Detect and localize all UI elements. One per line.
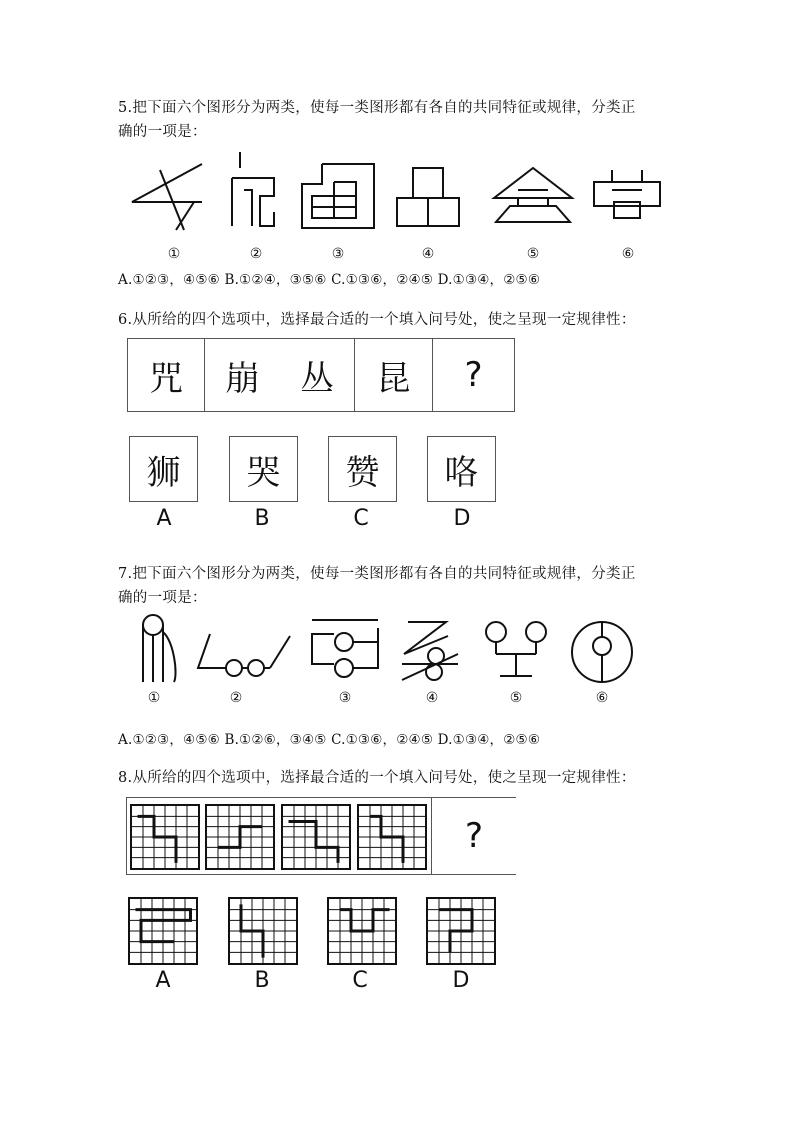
q8-grid-4 xyxy=(357,804,427,870)
q7-figure-3 xyxy=(310,618,382,682)
q5-stem-line2: 确的一项是： xyxy=(118,124,207,140)
q7-figure-6 xyxy=(570,620,634,684)
q7-figure-1 xyxy=(138,614,182,684)
q8-choice-d-grid[interactable] xyxy=(426,897,496,965)
q8-choice-d-label: D xyxy=(452,968,470,993)
q6-choice-b-label: B xyxy=(254,506,270,531)
q8-choice-b-label: B xyxy=(254,968,270,993)
q6-choice-c-label: C xyxy=(353,506,369,531)
q6-question-mark: ? xyxy=(464,355,483,395)
q8-choice-a-grid[interactable] xyxy=(128,897,198,965)
q8-choice-a-label: A xyxy=(155,968,171,993)
q8-choice-b-grid[interactable] xyxy=(228,897,298,965)
q5-figure-number-2: ② xyxy=(249,246,263,262)
q5-figure-3 xyxy=(300,162,376,230)
q7-figure-number-4: ④ xyxy=(425,690,439,706)
q6-stem: 6.从所给的四个选项中，选择最合适的一个填入问号处，使之呈现一定规律性： xyxy=(118,312,636,328)
q8-question-mark: ? xyxy=(464,816,484,856)
q5-options: A.①②③，④⑤⑥ B.①②④，③⑤⑥ C.①③⑥，②④⑤ D.①③④，②⑤⑥ xyxy=(118,272,541,288)
q6-choice-a[interactable]: 狮 xyxy=(129,436,198,502)
q5-figure-number-4: ④ xyxy=(421,246,435,262)
q6-seq-char-1: 咒 xyxy=(149,358,183,399)
q8-grid-1 xyxy=(130,804,200,870)
q7-figure-2 xyxy=(196,632,292,678)
q8-grid-2 xyxy=(205,804,275,870)
q8-stem: 8.从所给的四个选项中，选择最合适的一个填入问号处，使之呈现一定规律性： xyxy=(118,770,636,786)
q5-figure-5 xyxy=(490,166,576,224)
q6-choice-a-label: A xyxy=(156,506,172,531)
q5-figure-6 xyxy=(592,168,662,222)
grid-path-line xyxy=(370,816,403,863)
q6-seq-char-3: 丛 xyxy=(300,358,334,399)
q5-stem-line1: 5.把下面六个图形分为两类，使每一类图形都有各自的共同特征或规律，分类正 xyxy=(118,100,636,116)
q7-options: A.①②③，④⑤⑥ B.①②⑥，③④⑤ C.①③⑥，②④⑤ D.①③④，②⑤⑥ xyxy=(118,732,541,748)
q7-figure-number-5: ⑤ xyxy=(509,690,523,706)
q7-figure-4 xyxy=(398,620,462,682)
q5-figure-number-6: ⑥ xyxy=(621,246,635,262)
q8-grid-3 xyxy=(281,804,351,870)
q7-figure-number-6: ⑥ xyxy=(595,690,609,706)
q7-figure-number-2: ② xyxy=(229,690,243,706)
q8-choice-c-grid[interactable] xyxy=(327,897,397,965)
q6-choice-d-label: D xyxy=(453,506,471,531)
q7-stem-line2: 确的一项是： xyxy=(118,590,207,606)
q7-figure-number-3: ③ xyxy=(338,690,352,706)
q5-figure-4 xyxy=(395,166,461,228)
q6-choice-c[interactable]: 赞 xyxy=(328,436,397,502)
q8-choice-c-label: C xyxy=(352,968,368,993)
q6-seq-char-4: 昆 xyxy=(376,358,411,399)
q7-stem-line1: 7.把下面六个图形分为两类，使每一类图形都有各自的共同特征或规律，分类正 xyxy=(118,566,636,582)
q5-figure-1 xyxy=(128,162,204,232)
q6-choice-d[interactable]: 咯 xyxy=(427,436,496,502)
q7-figure-number-1: ① xyxy=(147,690,161,706)
q5-figure-number-1: ① xyxy=(167,246,181,262)
q6-seq-char-2: 崩 xyxy=(225,358,260,399)
q7-figure-5 xyxy=(484,620,548,682)
q5-figure-2 xyxy=(230,150,280,228)
q5-figure-number-5: ⑤ xyxy=(526,246,540,262)
grid-path-line xyxy=(289,822,339,863)
q5-figure-number-3: ③ xyxy=(331,246,345,262)
q6-choice-b[interactable]: 哭 xyxy=(229,436,298,502)
